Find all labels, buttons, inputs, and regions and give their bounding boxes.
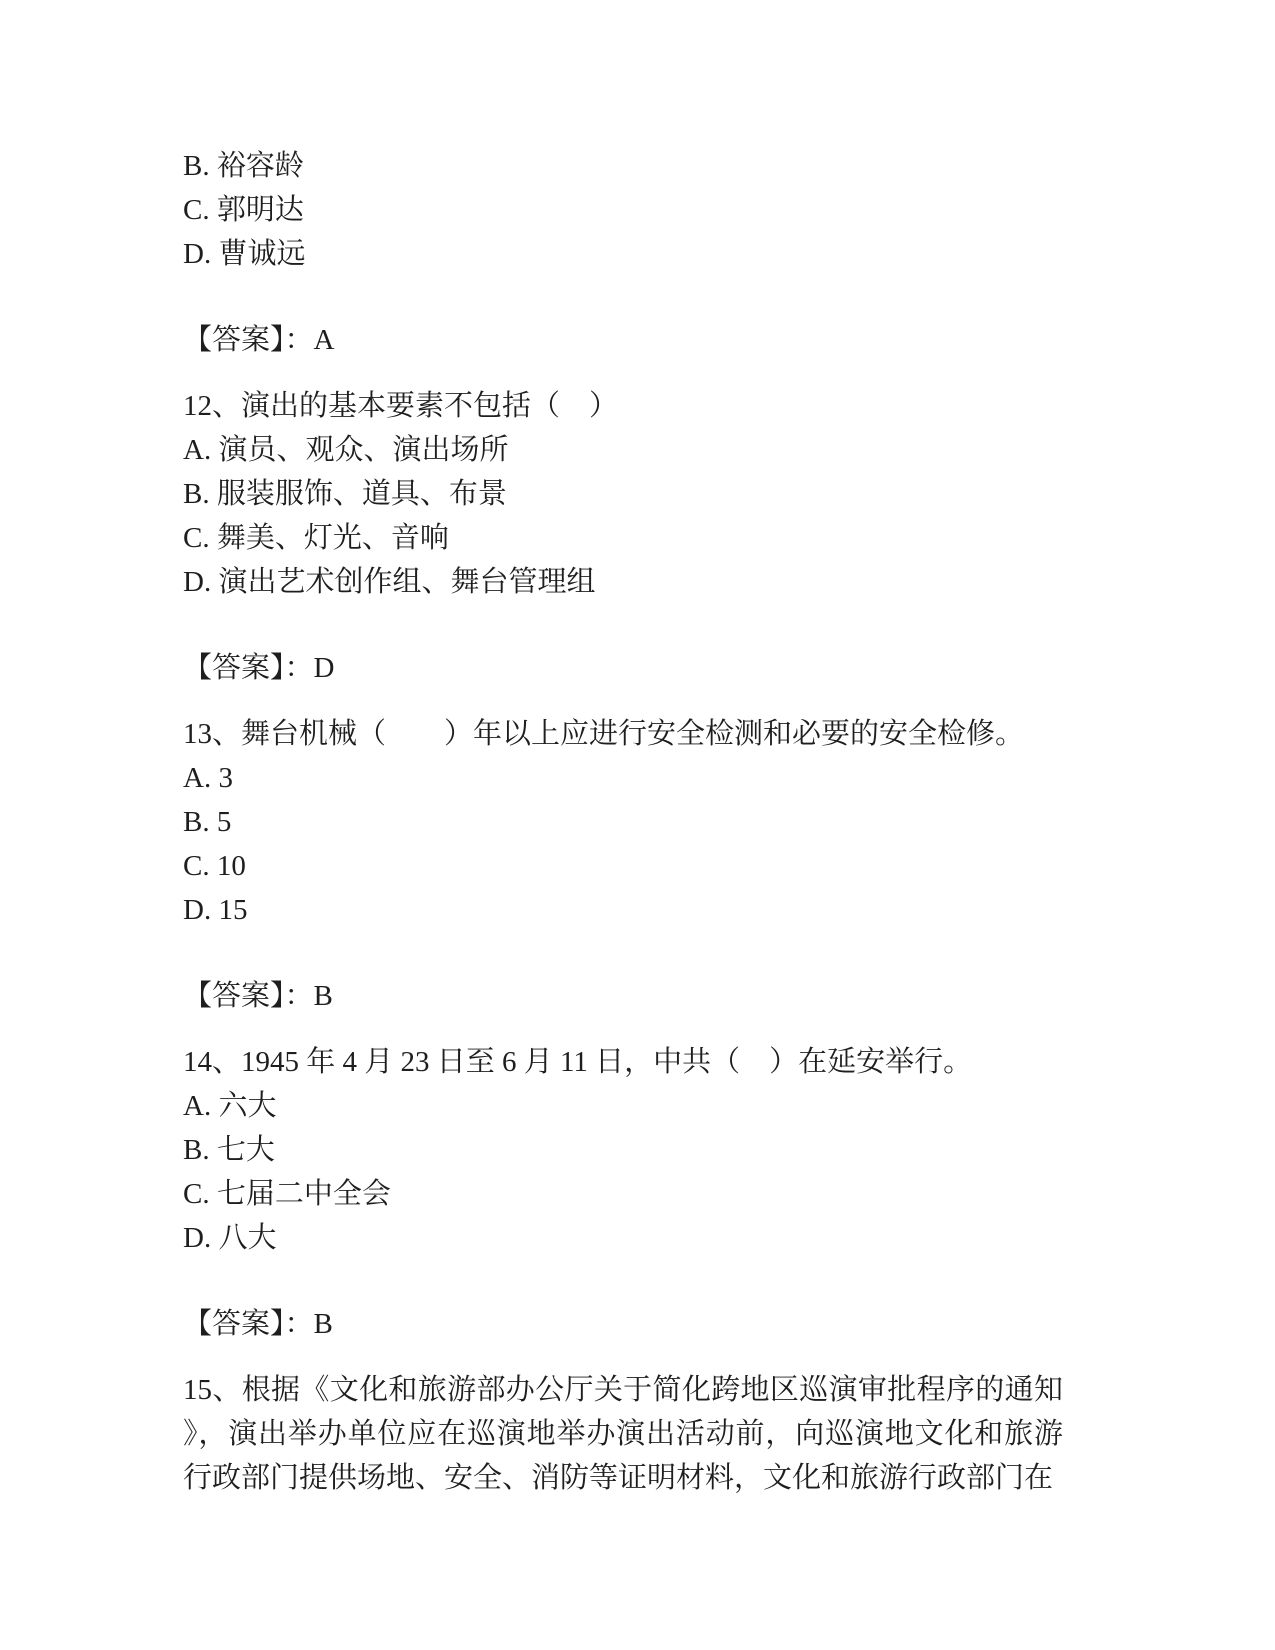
- question-stem: 12、演出的基本要素不包括（ ）: [183, 390, 619, 422]
- option-line-b: B. 5: [183, 806, 232, 838]
- option-line-d: D. 演出艺术创作组、舞台管理组: [183, 566, 596, 598]
- option-line-a: A. 六大: [183, 1090, 277, 1122]
- option-line-c: C. 郭明达: [183, 194, 304, 226]
- option-line-c: C. 舞美、灯光、音响: [183, 522, 449, 554]
- option-line-c: C. 10: [183, 850, 246, 882]
- option-line-c: C. 七届二中全会: [183, 1178, 391, 1210]
- option-line-a: A. 演员、观众、演出场所: [183, 434, 509, 466]
- question-12-block: [183, 384, 1063, 690]
- option-line-b: B. 七大: [183, 1134, 275, 1166]
- question-13-block: [183, 712, 1063, 1018]
- option-line-d: D. 八大: [183, 1222, 277, 1254]
- question-14-block: [183, 1040, 1063, 1346]
- answer-line: 【答案】：D: [183, 652, 335, 684]
- question-stem: 13、舞台机械（ ）年以上应进行安全检测和必要的安全检修。: [183, 718, 1025, 750]
- answer-line: 【答案】：B: [183, 980, 333, 1012]
- answer-line: 【答案】：B: [183, 1308, 333, 1340]
- answer-line: 【答案】：A: [183, 324, 335, 356]
- option-line-d: D. 曹诚远: [183, 238, 306, 270]
- option-line-d: D. 15: [183, 894, 248, 926]
- option-line-b: B. 裕容龄: [183, 150, 304, 182]
- question-stem: 14、1945 年 4 月 23 日至 6 月 11 日，中共（ ）在延安举行。: [183, 1046, 973, 1078]
- question-stem: 15、根据《文化和旅游部办公厅关于简化跨地区巡演审批程序的通知》，演出举办单位应在巡演地举办演出活动前，向巡演地文化和旅游行政部门提供场地、安全、消防等证明材料，文化和旅游行政部门在: [183, 1374, 1063, 1494]
- question-11-block: [183, 144, 1063, 362]
- option-line-a: A. 3: [183, 762, 233, 794]
- option-line-b: B. 服装服饰、道具、布景: [183, 478, 507, 510]
- question-15-block: [183, 1368, 1063, 1500]
